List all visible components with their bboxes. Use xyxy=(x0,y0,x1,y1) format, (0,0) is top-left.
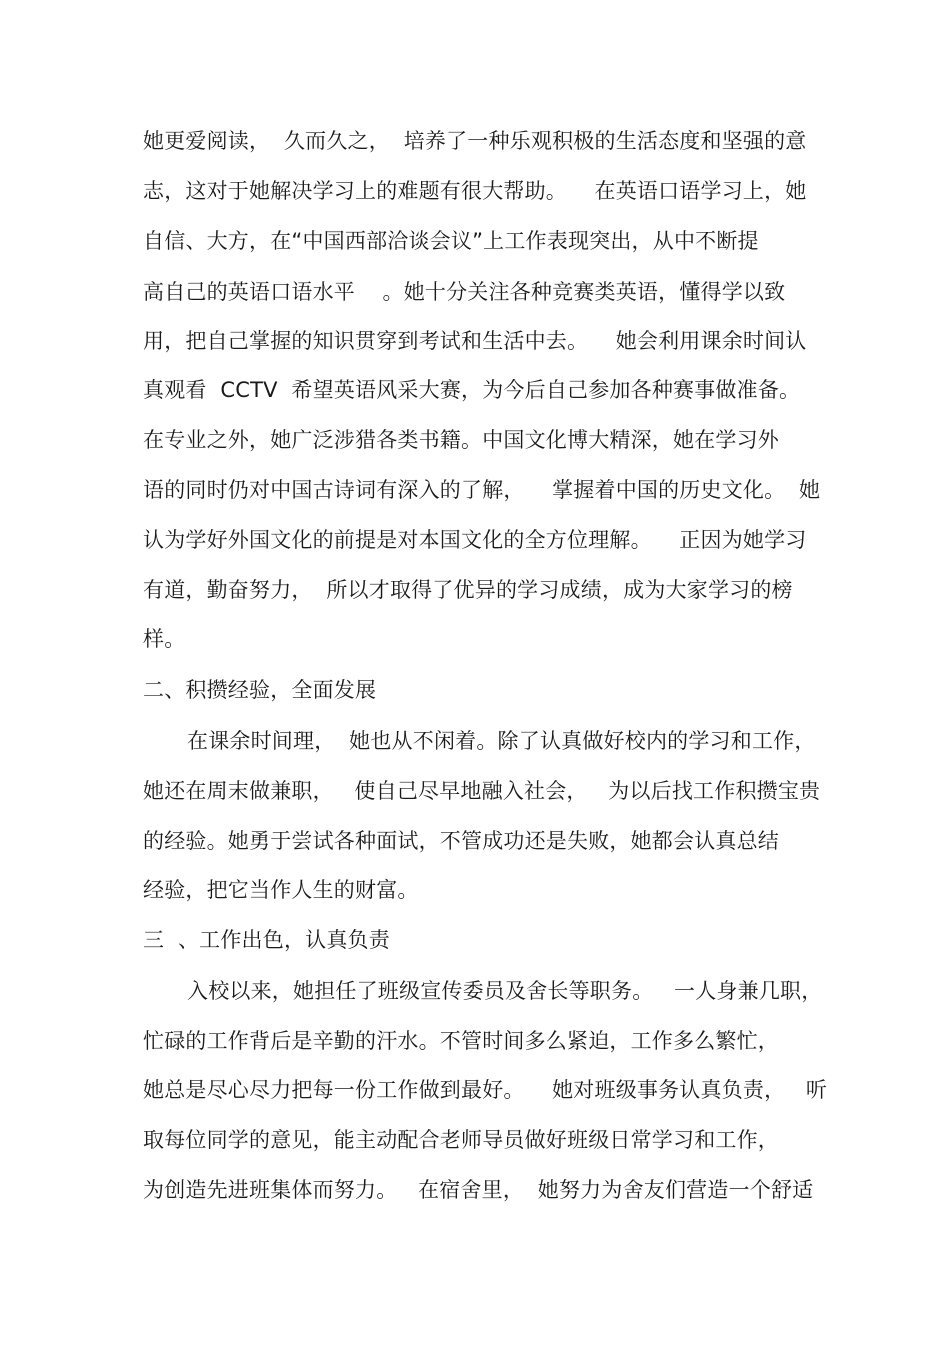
text-line: 入校以来，她担任了班级宣传委员及舍长等职务。 一人身兼几职， xyxy=(187,979,823,1003)
text-line: 在课余时间理， 她也从不闲着。除了认真做好校内的学习和工作， xyxy=(187,729,816,753)
text-line: 认为学好外国文化的前提是对本国文化的全方位理解。 正因为她学习 xyxy=(143,528,807,552)
text-line: 用，把自己掌握的知识贯穿到考试和生活中去。 她会利用课余时间认 xyxy=(143,329,807,353)
text-line: 取每位同学的意见，能主动配合老师导员做好班级日常学习和工作， xyxy=(143,1128,779,1152)
section-heading: 三 、工作出色，认真负责 xyxy=(143,928,390,952)
text-line: 她更爱阅读， 久而久之， 培养了一种乐观积极的生活态度和坚强的意 xyxy=(143,129,807,153)
text-line: 她还在周末做兼职， 使自己尽早地融入社会， 为以后找工作积攒宝贵 xyxy=(143,779,821,803)
text-line: 自信、大方，在“中国西部洽谈会议”上工作表现突出，从中不断提 xyxy=(143,229,759,253)
text-line: 真观看 CCTV 希望英语风采大赛，为今后自己参加各种赛事做准备。 xyxy=(143,378,801,402)
text-line: 她总是尽心尽力把每一份工作做到最好。 她对班级事务认真负责， 听 xyxy=(143,1078,828,1102)
section-heading: 二、积攒经验，全面发展 xyxy=(143,678,377,702)
text-line: 在专业之外，她广泛涉猎各类书籍。中国文化博大精深，她在学习外 xyxy=(143,428,779,452)
text-line: 样。 xyxy=(143,627,186,651)
text-line: 志，这对于她解决学习上的难题有很大帮助。 在英语口语学习上，她 xyxy=(143,179,807,203)
text-line: 经验，把它当作人生的财富。 xyxy=(143,878,419,902)
text-line: 忙碌的工作背后是辛勤的汗水。不管时间多么紧迫，工作多么繁忙， xyxy=(143,1029,779,1053)
text-line: 高自己的英语口语水平 。她十分关注各种竞赛类英语，懂得学以致 xyxy=(143,280,786,304)
text-line: 为创造先进班集体而努力。 在宿舍里， 她努力为舍友们营造一个舒适 xyxy=(143,1178,814,1202)
text-line: 的经验。她勇于尝试各种面试，不管成功还是失败，她都会认真总结 xyxy=(143,829,779,853)
text-line: 有道，勤奋努力， 所以才取得了优异的学习成绩，成为大家学习的榜 xyxy=(143,578,793,602)
text-line: 语的同时仍对中国古诗词有深入的了解， 掌握着中国的历史文化。 她 xyxy=(143,478,821,502)
